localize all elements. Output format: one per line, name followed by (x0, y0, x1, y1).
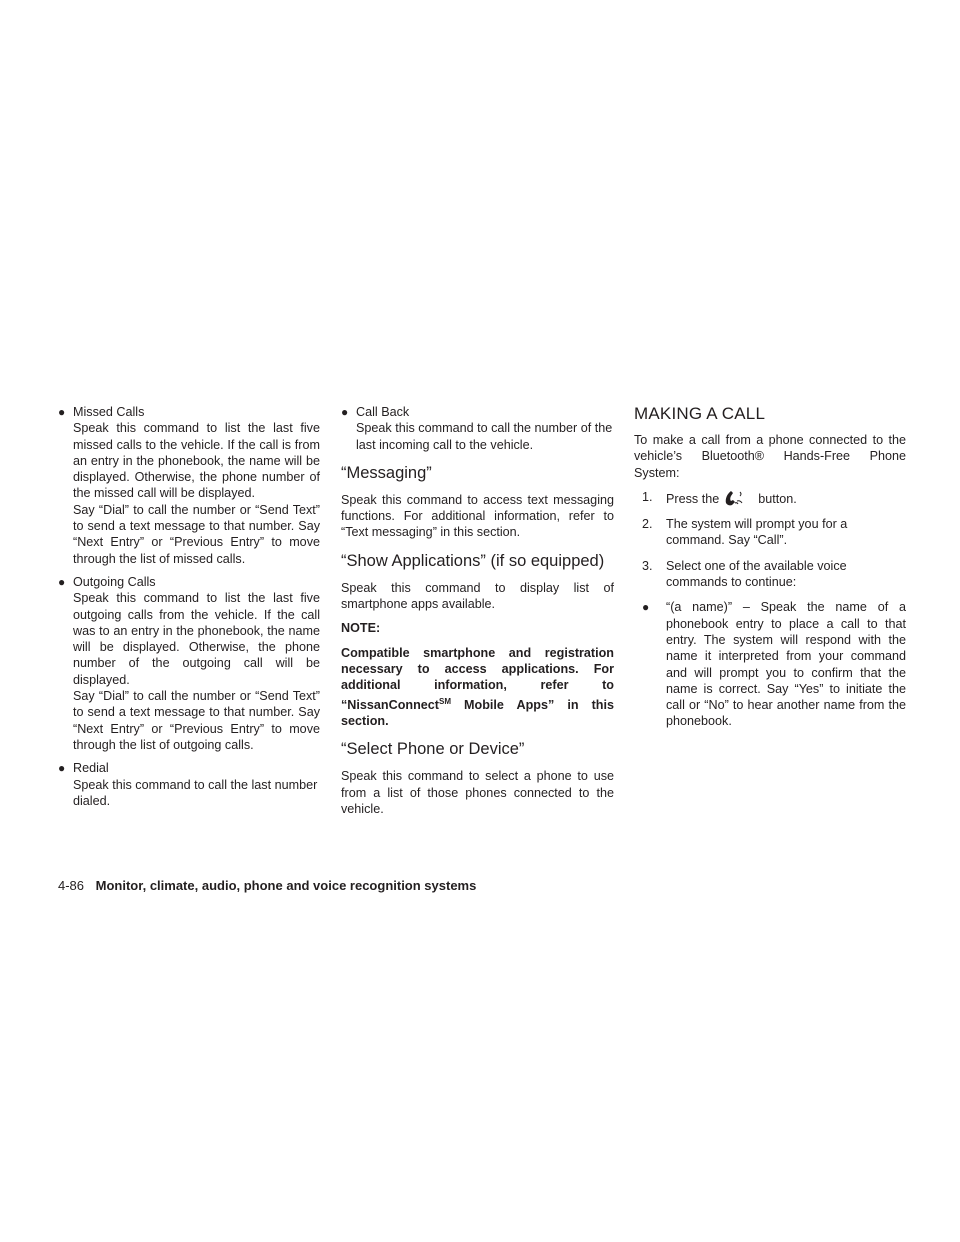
list-item-call-back (341, 404, 614, 453)
item-text: “(a name)” – Speak the name of a phonebook entry to place a call to that entry. The system will respond with the name it interpreted from your command and will prompt you to confirm that the name is correct. Say “Yes” to initiate the call or “No” to hear another name from the phonebook. (666, 600, 906, 729)
step-1 (642, 489, 906, 507)
item-title: Redial (73, 761, 109, 776)
left-column (58, 404, 320, 816)
note-title: NOTE: (341, 621, 381, 636)
select-phone-text: Speak this command to select a phone to use from a list of those phones connected to the vehicle. (341, 769, 614, 816)
right-column (634, 404, 906, 730)
heading-making-a-call: MAKING A CALL (634, 404, 766, 423)
heading-select-phone: “Select Phone or Device” (341, 740, 525, 759)
step-text (666, 489, 906, 507)
messaging-text: Speak this command to access text messaging functions. For additional information, refer to “Text messaging” in this section. (341, 492, 614, 540)
item-text: Speak this command to call the number of the last incoming call to the vehicle. (356, 421, 613, 452)
bullet-icon: ● (58, 405, 66, 419)
show-applications-text: Speak this command to display list of smartphone apps available. (341, 580, 614, 612)
bullet-icon: ● (341, 405, 349, 419)
item-text-2: Say “Dial” to call the number or “Send Text” to send a text message to that number. Say “Next Entry” or “Previous Entry” to move through the list of missed calls. (73, 502, 320, 566)
item-title: Outgoing Calls (73, 574, 156, 589)
item-text: Speak this command to call the last number dialed. (73, 777, 318, 808)
bullet-icon: ● (58, 574, 66, 589)
step-3 (642, 558, 906, 591)
bullet-icon: ● (642, 600, 650, 615)
item-title: Call Back (356, 405, 410, 419)
step-number: 2. (642, 517, 653, 532)
note-text-b: Mobile Apps” in this section. (341, 697, 614, 729)
item-text: Speak this command to list the last five outgoing calls from the vehicle. If the call was to an entry in the phonebook, the name will be displayed. Otherwise, the phone number of the outgoing call will be displayed. (73, 591, 320, 687)
note-text (341, 645, 614, 730)
section-title: Monitor, climate, audio, phone and voice recognition systems (95, 878, 477, 893)
list-item-missed-calls (58, 404, 320, 567)
making-call-intro: To make a call from a phone connected to the vehicle’s Bluetooth® Hands-Free Phone System: (634, 433, 906, 480)
item-text-2: Say “Dial” to call the number or “Send Text” to send a text message to that number. Say “Next Entry” or “Previous Entry” to move through the list of outgoing calls. (73, 689, 320, 752)
item-text: Speak this command to list the last five missed calls to the vehicle. If the call is from an entry in the phonebook, the name will be displayed. Otherwise, the phone number of the missed call will be displayed. (73, 421, 320, 501)
step-number: 1. (642, 489, 653, 504)
note-superscript: SM (438, 696, 451, 706)
list-item-a-name (642, 599, 906, 729)
bullet-icon: ● (58, 761, 66, 776)
list-item-outgoing-calls (58, 574, 320, 753)
step-text: Select one of the available voice commands to continue: (666, 558, 847, 590)
middle-column (341, 404, 614, 825)
phone-talk-icon (723, 489, 745, 507)
step-text: The system will prompt you for a command. Say “Call”. (666, 517, 848, 548)
step-number: 3. (642, 558, 653, 573)
step-text-pre: Press the (666, 491, 720, 506)
step-2 (642, 516, 906, 549)
heading-messaging: “Messaging” (341, 463, 432, 482)
note-text-a: Compatible smartphone and registration necessary to access applications. For additional information, refer to “NissanConnect (341, 645, 614, 712)
page-footer (58, 877, 476, 895)
list-item-redial (58, 760, 320, 809)
heading-show-applications: “Show Applications” (if so equipped) (341, 551, 605, 570)
page-number: 4-86 (58, 878, 85, 893)
item-title: Missed Calls (73, 405, 145, 419)
step-text-post: button. (758, 491, 797, 506)
